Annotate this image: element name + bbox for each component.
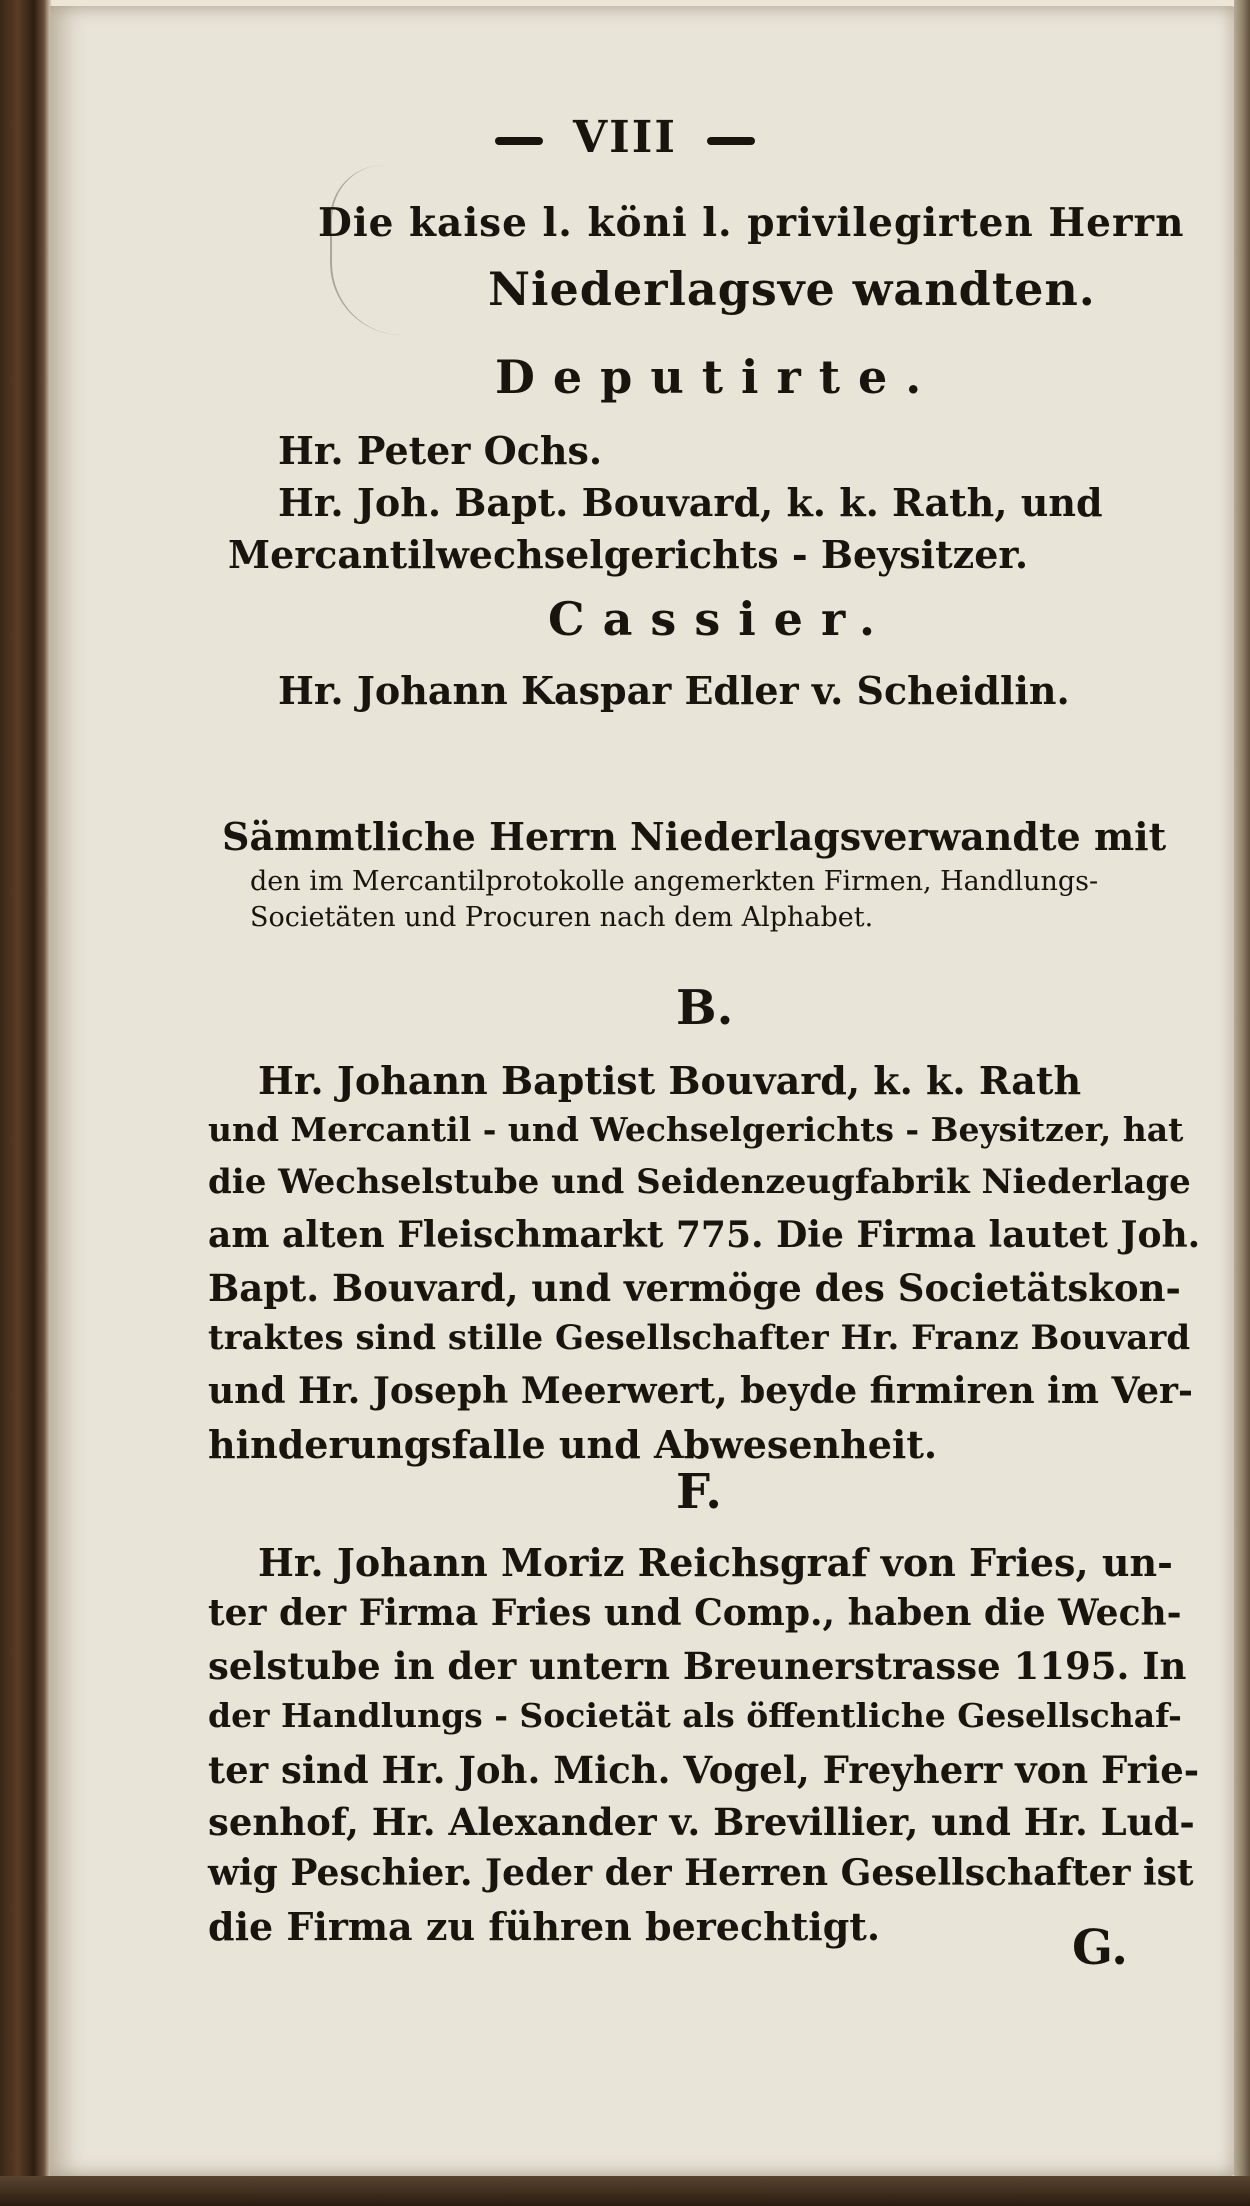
section-b-line: traktes sind stille Gesellschafter Hr. Franz Bouvard bbox=[208, 1318, 1191, 1358]
section-f-line: selstube in der untern Breunerstrasse 1195. In bbox=[208, 1644, 1187, 1688]
section-b-line: und Hr. Joseph Meerwert, beyde firmiren im Ver- bbox=[208, 1370, 1193, 1412]
deputirte-line-3: Mercantilwechselgerichts - Beysitzer. bbox=[228, 532, 1029, 577]
deputirte-line-2 bbox=[278, 480, 1200, 525]
right-ornament-icon bbox=[707, 137, 755, 145]
catchword: G. bbox=[1072, 1920, 1128, 1976]
section-b-line: Bapt. Bouvard, und vermöge des Societätskon- bbox=[208, 1266, 1181, 1310]
section-b-line: die Wechselstube und Seidenzeugfabrik Niederlage bbox=[208, 1162, 1191, 1202]
left-ornament-icon bbox=[495, 137, 543, 145]
section-f-line: die Firma zu führen berechtigt. bbox=[208, 1904, 881, 1949]
page-number: VIII bbox=[573, 112, 677, 163]
intro-line-2: Societäten und Procuren nach dem Alphabet. bbox=[250, 902, 874, 933]
deputirte-heading: Deputirte. bbox=[495, 350, 940, 404]
deputirte-line-1: Hr. Peter Ochs. bbox=[278, 428, 603, 473]
cassier-heading: Cassier. bbox=[548, 592, 893, 646]
deputirte-line-2-text: Hr. Joh. Bapt. Bouvard, k. k. Rath, und bbox=[278, 480, 1103, 525]
page-edge bbox=[1234, 0, 1250, 2206]
section-b-line: Hr. Johann Baptist Bouvard, k. k. Rath bbox=[258, 1058, 1082, 1103]
section-b-line: am alten Fleischmarkt 775. Die Firma lautet Joh. bbox=[208, 1214, 1201, 1256]
intro-heading: Sämmtliche Herrn Niederlagsverwandte mit bbox=[222, 814, 1167, 859]
section-f-line: der Handlungs - Societät als öffentliche Gesellschaf- bbox=[208, 1696, 1182, 1735]
section-f-line: senhof, Hr. Alexander v. Brevillier, und Hr. Lud- bbox=[208, 1800, 1195, 1844]
title-line-1: Die kaise l. köni l. privilegirten Herrn bbox=[318, 200, 1185, 246]
section-f-line: ter sind Hr. Joh. Mich. Vogel, Freyherr von Frie- bbox=[208, 1748, 1200, 1792]
section-b-letter: B. bbox=[676, 980, 734, 1036]
intro-line-1: den im Mercantilprotokolle angemerkten Firmen, Handlungs- bbox=[250, 866, 1099, 897]
section-f-letter: F. bbox=[676, 1464, 722, 1520]
page-bottom-edge bbox=[0, 2176, 1250, 2206]
section-b-line: hinderungsfalle und Abwesenheit. bbox=[208, 1422, 938, 1467]
section-f-line: Hr. Johann Moriz Reichsgraf von Fries, un- bbox=[258, 1540, 1173, 1585]
title-line-2: Niederlagsve wandten. bbox=[488, 262, 1096, 316]
section-f-line: ter der Firma Fries und Comp., haben die Wech- bbox=[208, 1592, 1182, 1634]
cassier-line-1: Hr. Johann Kaspar Edler v. Scheidlin. bbox=[278, 668, 1070, 713]
section-b-line: und Mercantil - und Wechselgerichts - Beysitzer, hat bbox=[208, 1110, 1184, 1149]
page-number-row bbox=[0, 112, 1250, 163]
section-f-line: wig Peschier. Jeder der Herren Gesellschafter ist bbox=[208, 1852, 1194, 1894]
